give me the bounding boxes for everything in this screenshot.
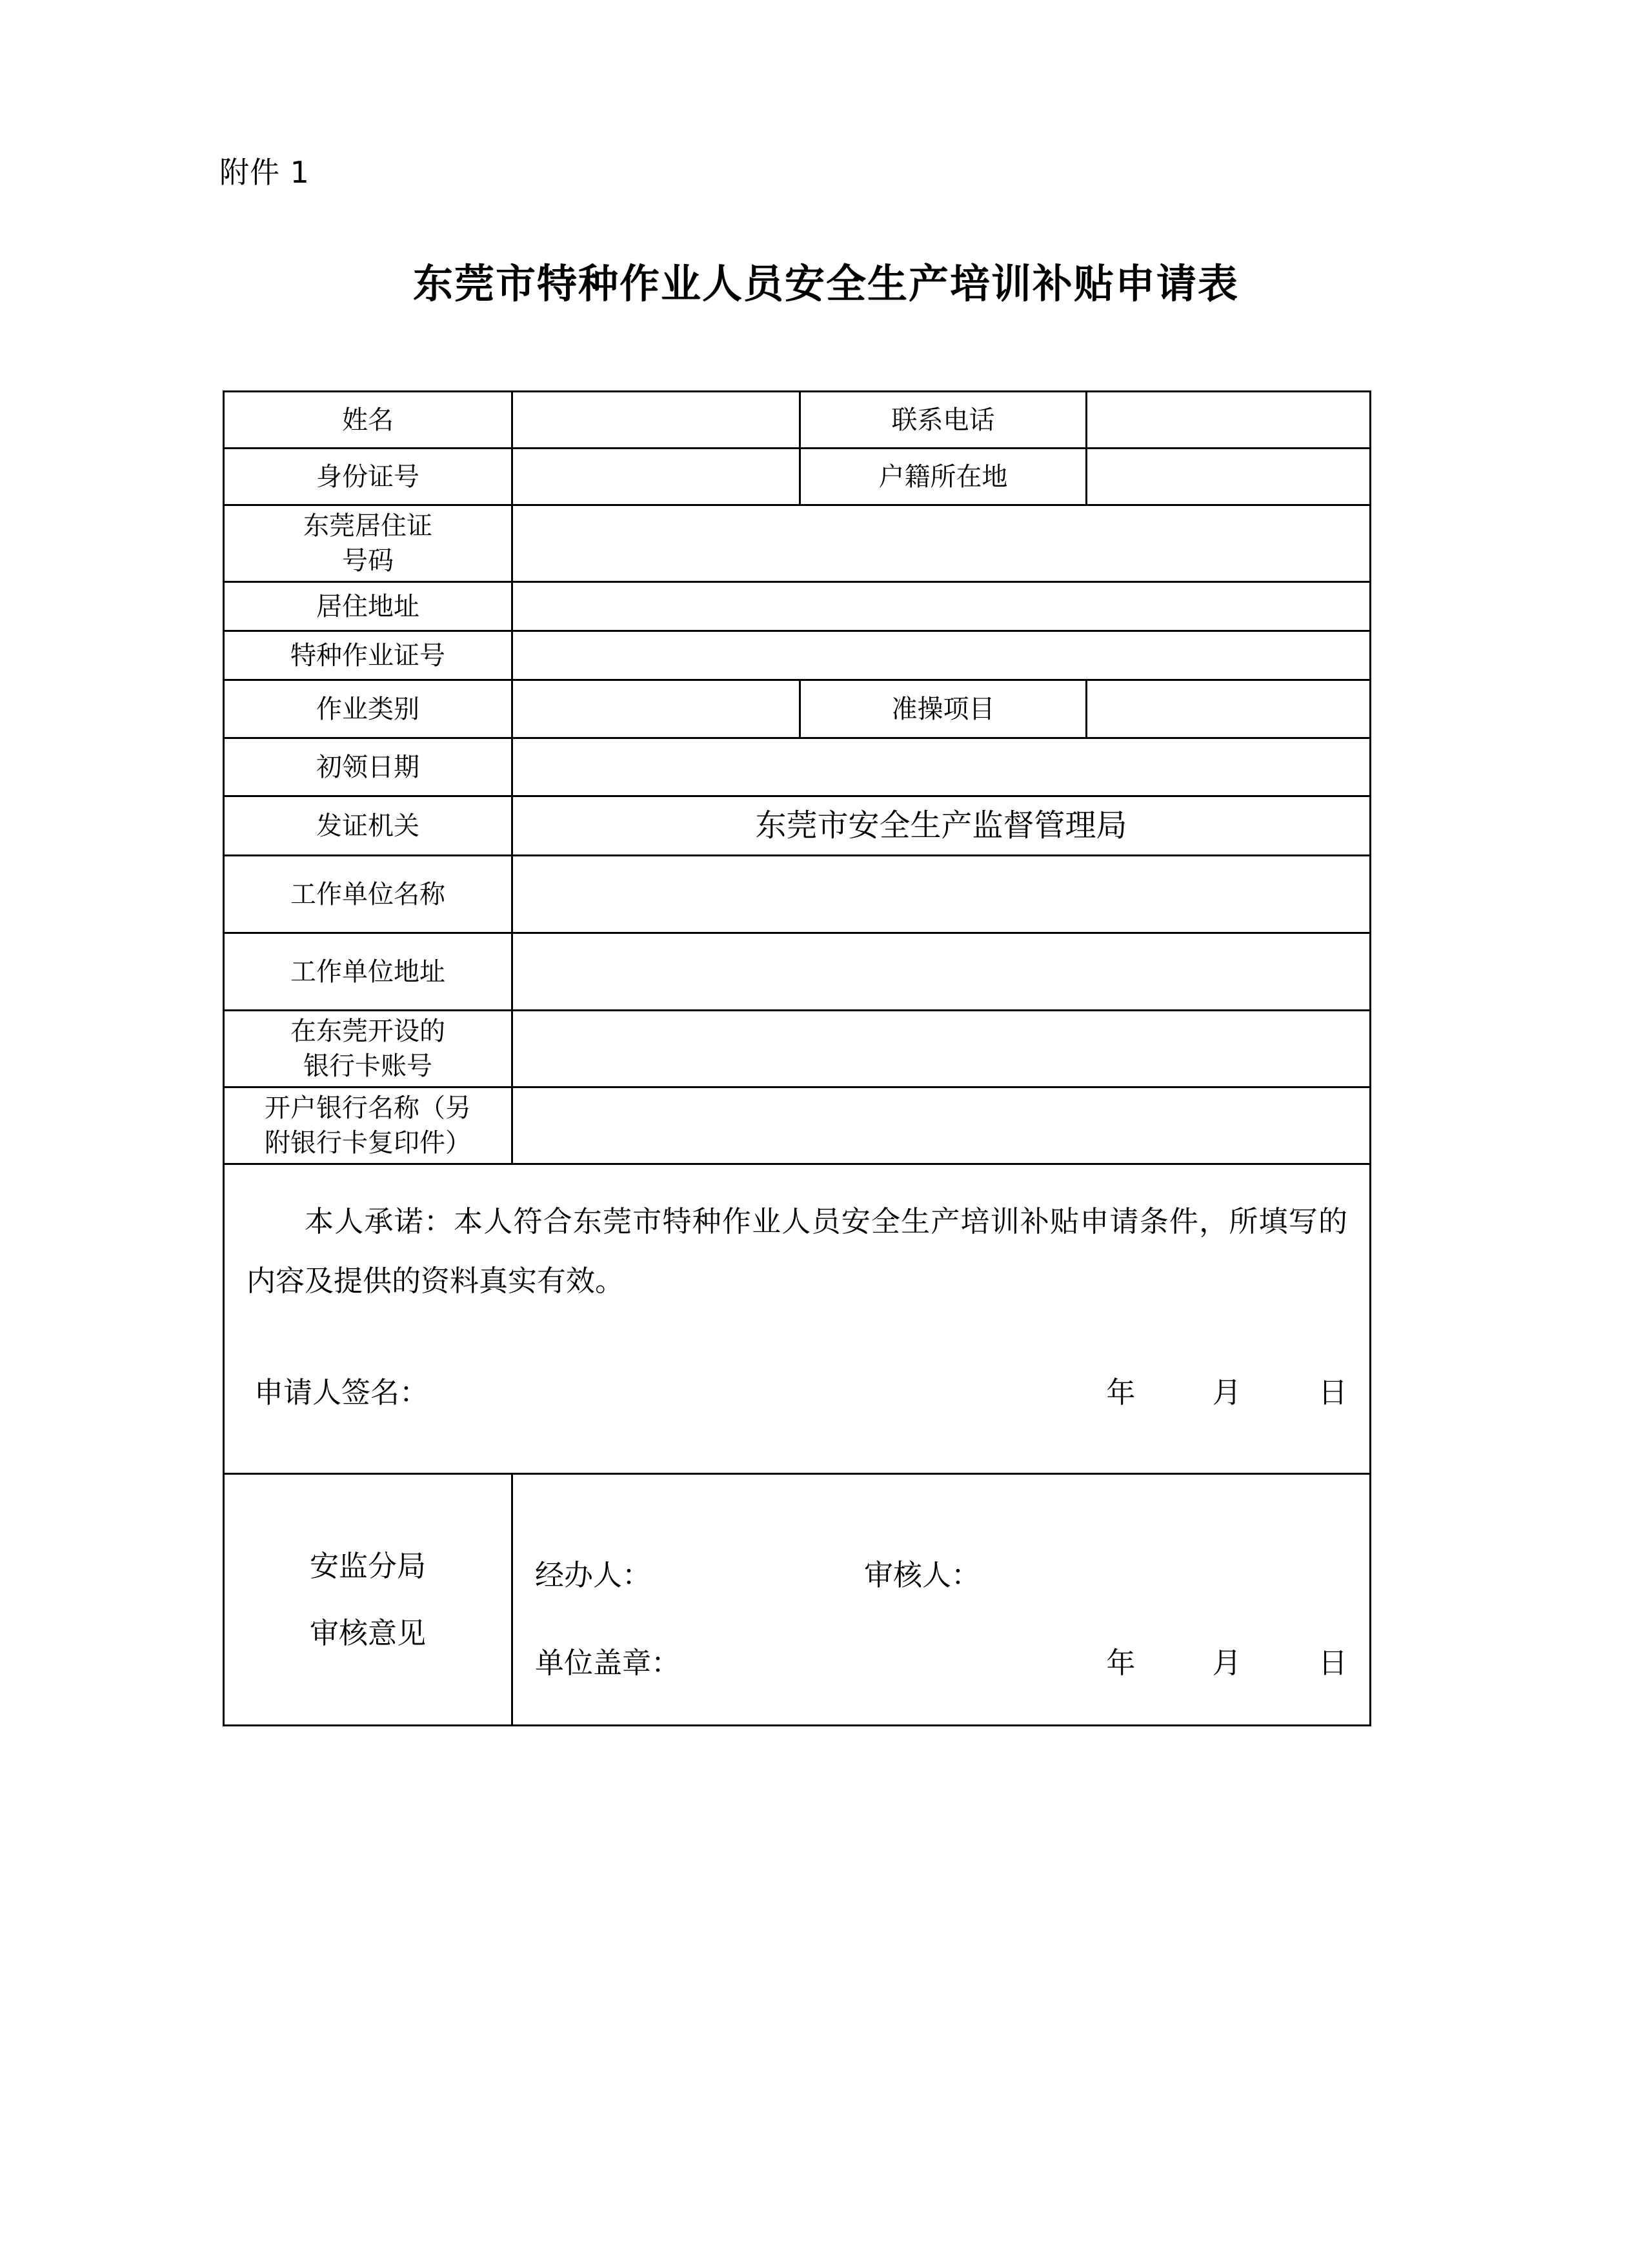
date-month-label: 月 xyxy=(1212,1375,1242,1410)
field-value-residence-address[interactable] xyxy=(512,582,1371,631)
handler-label: 经办人： xyxy=(535,1557,652,1592)
field-label-special-operation-cert: 特种作业证号 xyxy=(224,631,512,680)
field-value-bank-name[interactable] xyxy=(512,1087,1371,1164)
commitment-row xyxy=(224,1164,1371,1474)
field-label-household-location: 户籍所在地 xyxy=(800,449,1087,505)
field-value-phone[interactable] xyxy=(1087,392,1371,449)
field-label-name: 姓名 xyxy=(224,392,512,449)
application-form-table xyxy=(223,390,1371,1726)
label-line-2: 附银行卡复印件） xyxy=(265,1128,471,1158)
signature-date-group xyxy=(1106,1373,1347,1413)
table-row xyxy=(224,449,1371,505)
review-date-month-label: 月 xyxy=(1212,1646,1242,1681)
field-label-bank-account xyxy=(224,1011,512,1087)
review-section-label xyxy=(224,1474,512,1726)
stamp-label: 单位盖章： xyxy=(535,1646,681,1681)
field-value-first-issue-date[interactable] xyxy=(512,738,1371,796)
applicant-signature-label: 申请人签名： xyxy=(254,1375,429,1410)
field-value-permitted-items[interactable] xyxy=(1087,680,1371,738)
field-value-employer-address[interactable] xyxy=(512,933,1371,1011)
field-label-operation-category: 作业类别 xyxy=(224,680,512,738)
label-line-1: 在东莞开设的 xyxy=(290,1016,445,1046)
review-label-line-2: 审核意见 xyxy=(309,1615,426,1650)
table-row xyxy=(224,1087,1371,1164)
reviewer-label: 审核人： xyxy=(864,1557,981,1592)
field-value-name[interactable] xyxy=(512,392,800,449)
table-row xyxy=(224,680,1371,738)
page-title: 东莞市特种作业人员安全生产培训补贴申请表 xyxy=(412,260,1239,307)
table-row xyxy=(224,631,1371,680)
field-label-employer-name: 工作单位名称 xyxy=(224,856,512,933)
attachment-label: 附件 1 xyxy=(219,155,310,190)
field-label-phone: 联系电话 xyxy=(800,392,1087,449)
field-label-bank-name xyxy=(224,1087,512,1164)
table-row xyxy=(224,933,1371,1011)
label-line-1: 东莞居住证 xyxy=(303,511,432,541)
table-row xyxy=(224,505,1371,582)
table-row xyxy=(224,796,1371,856)
field-value-issuing-authority: 东莞市安全生产监督管理局 xyxy=(512,796,1371,856)
field-value-residence-permit[interactable] xyxy=(512,505,1371,582)
review-persons-row xyxy=(535,1556,1347,1595)
review-stamp-row xyxy=(535,1644,1347,1683)
field-value-household-location[interactable] xyxy=(1087,449,1371,505)
field-value-special-operation-cert[interactable] xyxy=(512,631,1371,680)
field-label-permitted-items: 准操项目 xyxy=(800,680,1087,738)
review-row xyxy=(224,1474,1371,1726)
field-label-first-issue-date: 初领日期 xyxy=(224,738,512,796)
field-label-id-number: 身份证号 xyxy=(224,449,512,505)
label-line-2: 银行卡账号 xyxy=(303,1051,432,1081)
field-value-id-number[interactable] xyxy=(512,449,800,505)
review-date-year-label: 年 xyxy=(1106,1646,1136,1681)
table-row xyxy=(224,582,1371,631)
field-label-employer-address: 工作单位地址 xyxy=(224,933,512,1011)
review-label-line-1: 安监分局 xyxy=(309,1549,426,1583)
field-label-issuing-authority: 发证机关 xyxy=(224,796,512,856)
field-label-residence-permit xyxy=(224,505,512,582)
field-value-employer-name[interactable] xyxy=(512,856,1371,933)
review-body xyxy=(512,1474,1371,1726)
label-line-2: 号码 xyxy=(342,546,394,576)
review-date-day-label: 日 xyxy=(1318,1646,1347,1681)
field-value-bank-account[interactable] xyxy=(512,1011,1371,1087)
label-line-1: 开户银行名称（另 xyxy=(265,1093,471,1123)
date-year-label: 年 xyxy=(1106,1375,1136,1410)
commitment-block xyxy=(224,1164,1371,1474)
table-row xyxy=(224,1011,1371,1087)
field-label-residence-address: 居住地址 xyxy=(224,582,512,631)
review-date-group xyxy=(1106,1644,1347,1683)
table-row xyxy=(224,738,1371,796)
applicant-signature-row xyxy=(247,1373,1347,1413)
date-day-label: 日 xyxy=(1318,1375,1347,1410)
table-row xyxy=(224,392,1371,449)
table-row xyxy=(224,856,1371,933)
field-value-operation-category[interactable] xyxy=(512,680,800,738)
commitment-text: 本人承诺：本人符合东莞市特种作业人员安全生产培训补贴申请条件，所填写的内容及提供的资料真实有效。 xyxy=(247,1204,1347,1299)
